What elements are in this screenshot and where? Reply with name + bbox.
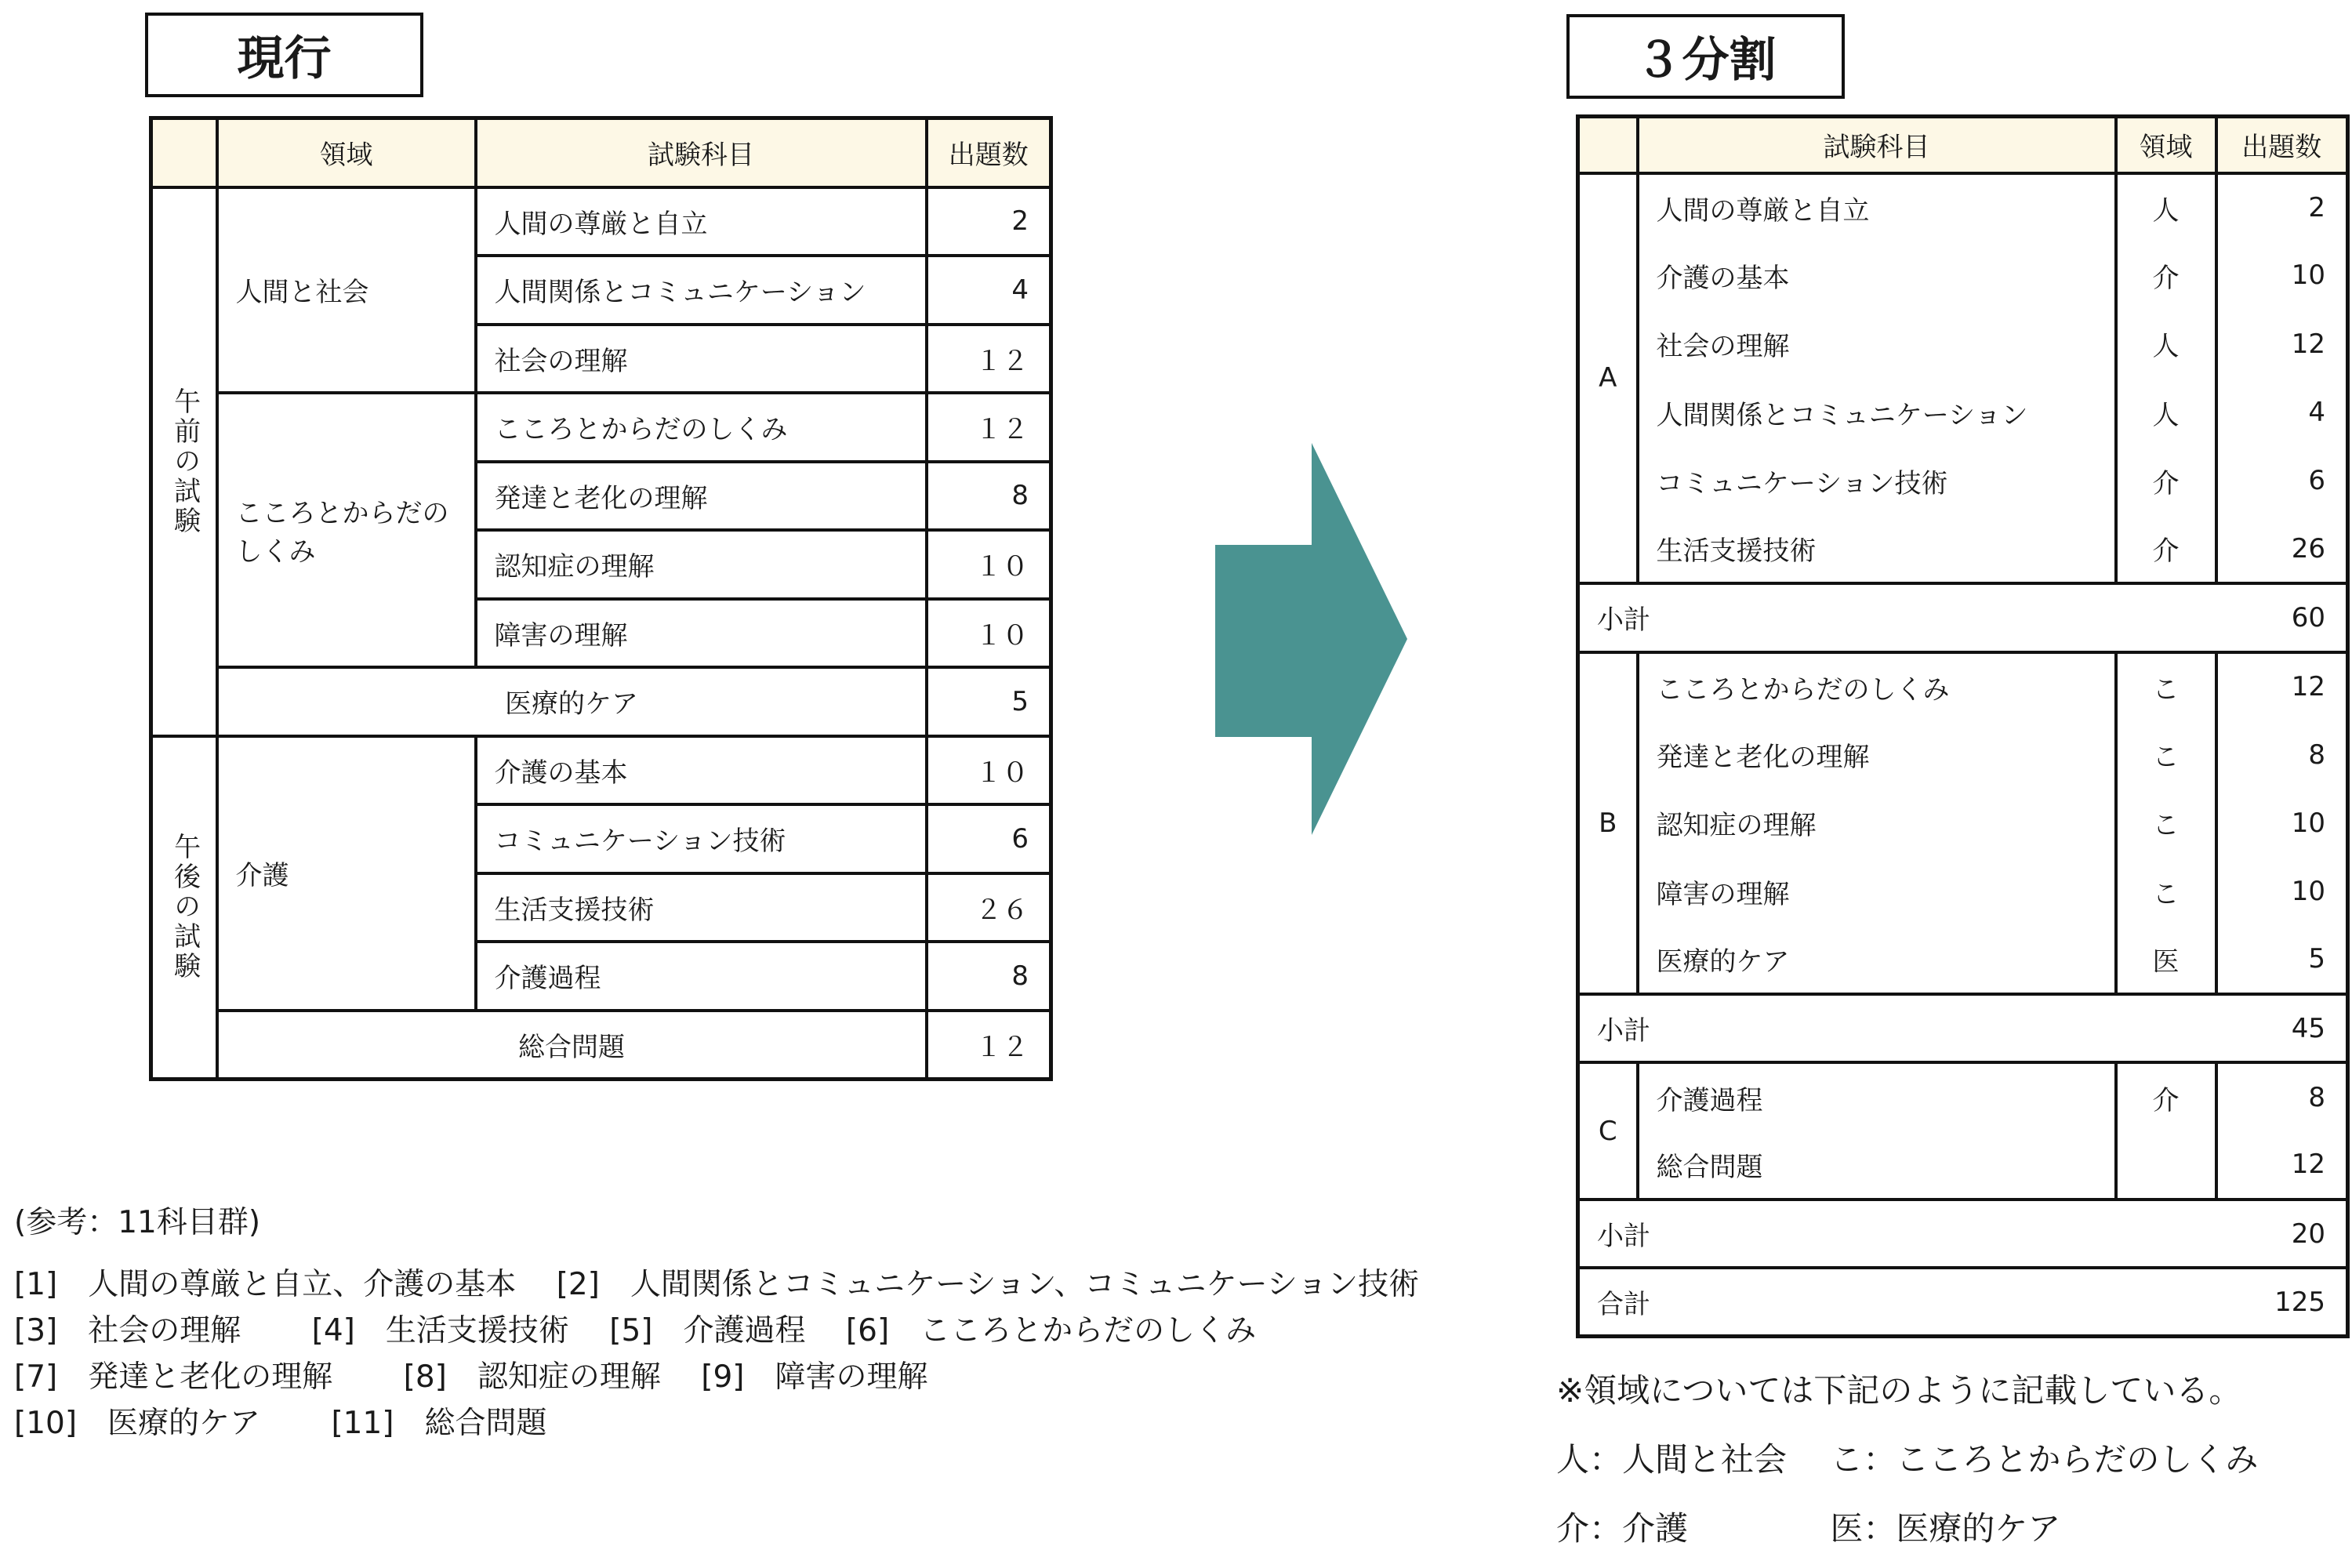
domain-cell: 介	[2116, 241, 2216, 310]
table-row	[151, 1011, 1051, 1080]
count-cell: 5	[2216, 926, 2348, 994]
domain-cell: こ	[2116, 789, 2216, 857]
corner-cell	[151, 118, 217, 187]
subject-cell: コミュニケーション技術	[476, 804, 927, 873]
table-row	[1578, 310, 2348, 378]
count-cell: 12	[2216, 310, 2348, 378]
table-row	[1578, 378, 2348, 446]
count-cell: 2	[2216, 173, 2348, 241]
current-exam-table	[149, 116, 1053, 1081]
subtotal-row	[1578, 994, 2348, 1062]
subject-cell: 社会の理解	[1638, 310, 2116, 378]
count-cell: １２	[927, 325, 1051, 394]
subject-cell: 介護の基本	[476, 736, 927, 805]
count-cell: 10	[2216, 789, 2348, 857]
subject-cell: 介護過程	[1638, 1062, 2116, 1131]
domain-cell: こ	[2116, 857, 2216, 925]
subject-cell: 医療的ケア	[1638, 926, 2116, 994]
reference-title: (参考：11科目群)	[14, 1205, 261, 1240]
current-title-box	[145, 13, 423, 97]
group-label: A	[1578, 173, 1638, 584]
corner-cell	[1578, 117, 1638, 173]
subject-cell: 人間の尊厳と自立	[1638, 173, 2116, 241]
subtotal-row	[1578, 1200, 2348, 1268]
table-row	[151, 187, 1051, 256]
domain-cell: 人	[2116, 310, 2216, 378]
subject-cell: 総合問題	[1638, 1131, 2116, 1200]
subject-cell: 発達と老化の理解	[1638, 720, 2116, 789]
count-cell: 8	[927, 462, 1051, 531]
count-cell: 4	[927, 256, 1051, 325]
group-label: C	[1578, 1062, 1638, 1200]
domain-cell: 医	[2116, 926, 2216, 994]
table-row	[1578, 720, 2348, 789]
count-cell: ２６	[927, 873, 1051, 942]
subtotal-value: 45	[2116, 994, 2348, 1062]
reference-notes	[14, 1200, 1419, 1446]
subtotal-value: 60	[2116, 583, 2348, 652]
legend-line-1: 人：人間と社会 こ：こころとからだのしくみ	[1556, 1440, 2259, 1479]
header-domain: 領域	[217, 118, 476, 187]
subject-cell: 障害の理解	[1638, 857, 2116, 925]
table-row	[1578, 173, 2348, 241]
domain-cell: 介	[2116, 1062, 2216, 1131]
subject-cell: こころとからだのしくみ	[476, 393, 927, 462]
count-cell: 4	[2216, 378, 2348, 446]
count-cell: １０	[927, 599, 1051, 668]
subject-cell: 人間の尊厳と自立	[476, 187, 927, 256]
subtotal-label: 小計	[1578, 583, 2116, 652]
subject-cell: こころとからだのしくみ	[1638, 652, 2116, 720]
subtotal-row	[1578, 583, 2348, 652]
three-split-body	[1578, 173, 2348, 1337]
subject-cell: 人間関係とコミュニケーション	[1638, 378, 2116, 446]
table-row	[1578, 1131, 2348, 1200]
table-row	[151, 393, 1051, 462]
table-header-row	[151, 118, 1051, 187]
count-cell: 8	[927, 942, 1051, 1011]
count-cell: 12	[2216, 652, 2348, 720]
count-cell: 6	[927, 804, 1051, 873]
count-cell: 5	[927, 667, 1051, 736]
subject-cell: 認知症の理解	[476, 530, 927, 599]
table-row	[1578, 447, 2348, 515]
table-row	[1578, 926, 2348, 994]
table-row	[1578, 857, 2348, 925]
header-count: 出題数	[927, 118, 1051, 187]
count-cell: １０	[927, 530, 1051, 599]
domain-cell: 介	[2116, 447, 2216, 515]
three-split-title-box	[1566, 14, 1845, 99]
legend-line-2: 介：介護 医：医療的ケア	[1556, 1509, 2061, 1548]
count-cell: 2	[927, 187, 1051, 256]
total-value: 125	[2116, 1268, 2348, 1336]
domain-mind-body: こころとからだの しくみ	[217, 393, 476, 667]
count-cell: 26	[2216, 515, 2348, 583]
domain-human-society: 人間と社会	[217, 187, 476, 394]
count-cell: 12	[2216, 1131, 2348, 1200]
domain-cell: 介	[2116, 515, 2216, 583]
subject-comprehensive: 総合問題	[217, 1011, 927, 1080]
subject-cell: 障害の理解	[476, 599, 927, 668]
legend-note: ※領域については下記のように記載している。	[1556, 1371, 2242, 1410]
total-row	[1578, 1268, 2348, 1336]
count-cell: １２	[927, 1011, 1051, 1080]
table-row	[151, 736, 1051, 805]
count-cell: 8	[2216, 720, 2348, 789]
am-exam-label: 午前の試験	[169, 387, 201, 536]
domain-cell: 人	[2116, 173, 2216, 241]
reference-line: [10] 医療的ケア [11] 総合問題	[14, 1406, 547, 1441]
domain-cell: こ	[2116, 720, 2216, 789]
table-row	[1578, 515, 2348, 583]
subtotal-label: 小計	[1578, 994, 2116, 1062]
subject-cell: 生活支援技術	[476, 873, 927, 942]
domain-legend	[1556, 1356, 2258, 1563]
count-cell: 6	[2216, 447, 2348, 515]
subject-cell: 発達と老化の理解	[476, 462, 927, 531]
table-row	[1578, 789, 2348, 857]
header-subject: 試験科目	[476, 118, 927, 187]
table-row	[1578, 241, 2348, 310]
current-title: 現行	[237, 31, 332, 86]
count-cell: １０	[927, 736, 1051, 805]
total-label: 合計	[1578, 1268, 2116, 1336]
header-count: 出題数	[2216, 117, 2348, 173]
table-row	[1578, 1062, 2348, 1131]
reference-line: [1] 人間の尊厳と自立、介護の基本 [2] 人間関係とコミュニケーション、コミュニケーション技術	[14, 1267, 1420, 1302]
right-arrow-icon	[1215, 443, 1419, 835]
table-row	[151, 667, 1051, 736]
reference-line: [7] 発達と老化の理解 [8] 認知症の理解 [9] 障害の理解	[14, 1359, 928, 1395]
subject-cell: 人間関係とコミュニケーション	[476, 256, 927, 325]
domain-cell: こ	[2116, 652, 2216, 720]
three-split-table	[1576, 114, 2350, 1338]
count-cell: 10	[2216, 857, 2348, 925]
count-cell: １２	[927, 393, 1051, 462]
subject-cell: 社会の理解	[476, 325, 927, 394]
domain-cell	[2116, 1131, 2216, 1200]
subject-cell: 介護過程	[476, 942, 927, 1011]
header-domain: 領域	[2116, 117, 2216, 173]
domain-cell: 人	[2116, 378, 2216, 446]
subject-cell: 認知症の理解	[1638, 789, 2116, 857]
subtotal-label: 小計	[1578, 1200, 2116, 1268]
group-label: B	[1578, 652, 1638, 994]
subject-cell: 介護の基本	[1638, 241, 2116, 310]
header-subject: 試験科目	[1638, 117, 2116, 173]
three-split-title: ３分割	[1635, 33, 1777, 88]
table-row	[1578, 652, 2348, 720]
subject-cell: コミュニケーション技術	[1638, 447, 2116, 515]
subject-cell: 生活支援技術	[1638, 515, 2116, 583]
table-header-row	[1578, 117, 2348, 173]
domain-care: 介護	[217, 736, 476, 1011]
subtotal-value: 20	[2116, 1200, 2348, 1268]
am-exam-cell	[151, 187, 217, 736]
pm-exam-label: 午後の試験	[169, 833, 201, 982]
count-cell: 10	[2216, 241, 2348, 310]
subject-medical-care: 医療的ケア	[217, 667, 927, 736]
pm-exam-cell	[151, 736, 217, 1080]
count-cell: 8	[2216, 1062, 2348, 1131]
reference-line: [3] 社会の理解 [4] 生活支援技術 [5] 介護過程 [6] こころとからだのしくみ	[14, 1313, 1257, 1348]
